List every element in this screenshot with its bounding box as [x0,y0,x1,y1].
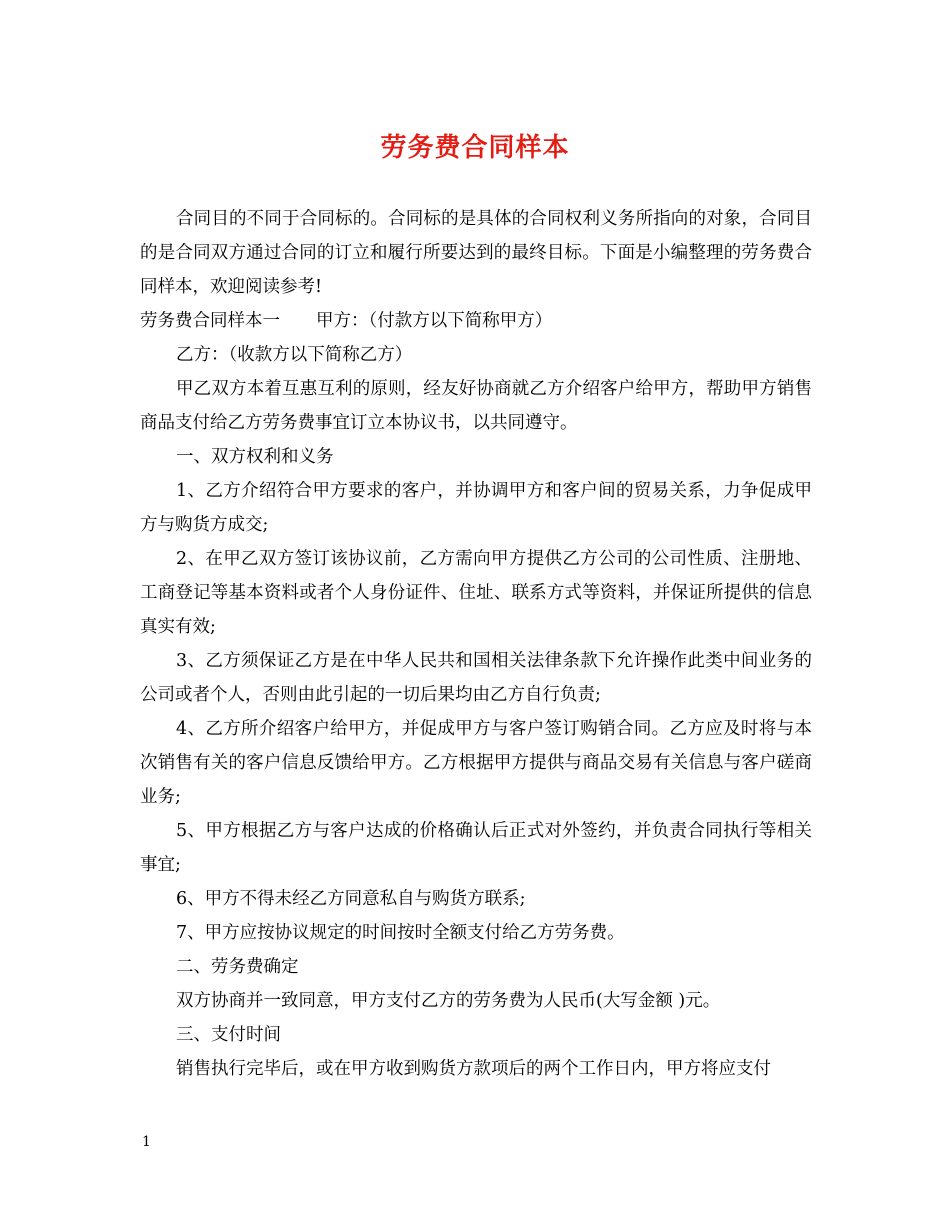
section-1-heading: 一、双方权利和义务 [176,447,334,467]
section-3-text: 销售执行完毕后，或在甲方收到购货方款项后的两个工作日内，甲方将应支付 [176,1059,771,1079]
clause-2: 2、在甲乙双方签订该协议前，乙方需向甲方提供乙方公司的公司性质、注册地、工商登记等基本资料或者个人身份证件、住址、联系方式等资料，并保证所提供的信息真实有效; [140,549,812,637]
clause-7: 7、甲方应按协议规定的时间按时全额支付给乙方劳务费。 [176,923,625,943]
clause-5: 5、甲方根据乙方与客户达成的价格确认后正式对外签约，并负责合同执行等相关事宜; [140,821,812,875]
document-body [140,202,812,1086]
clause-4: 4、乙方所介绍客户给甲方，并促成甲方与客户签订购销合同。乙方应及时将与本次销售有关的客户信息反馈给甲方。乙方根据甲方提供与商品交易有关信息与客户磋商业务; [140,719,812,807]
section-2-heading: 二、劳务费确定 [176,957,299,977]
section-3-heading: 三、支付时间 [176,1025,281,1045]
page-number: 1 [142,1134,151,1150]
sample-heading: 劳务费合同样本一 [140,311,280,331]
section-2-text: 双方协商并一致同意，甲方支付乙方的劳务费为人民币(大写金额 )元。 [176,991,721,1011]
sample-heading-line [140,304,812,338]
preamble-paragraph: 甲乙双方本着互惠互利的原则，经友好协商就乙方介绍客户给甲方，帮助甲方销售商品支付给乙方劳务费事宜订立本协议书，以共同遵守。 [140,379,812,433]
party-b-line: 乙方：（收款方以下简称乙方） [176,345,413,365]
clause-3: 3、乙方须保证乙方是在中华人民共和国相关法律条款下允许操作此类中间业务的公司或者个人，否则由此引起的一切后果均由乙方自行负责; [140,651,812,705]
clause-6: 6、甲方不得未经乙方同意私自与购货方联系; [176,889,526,909]
document-title: 劳务费合同样本 [380,133,570,163]
intro-paragraph: 合同目的不同于合同标的。合同标的是具体的合同权利义务所指向的对象，合同目的是合同双方通过合同的订立和履行所要达到的最终目标。下面是小编整理的劳务费合同样本，欢迎阅读参考! [140,209,812,297]
clause-1: 1、乙方介绍符合甲方要求的客户，并协调甲方和客户间的贸易关系，力争促成甲方与购货方成交; [140,481,812,535]
party-a-line: 甲方：（付款方以下简称甲方） [316,311,553,331]
